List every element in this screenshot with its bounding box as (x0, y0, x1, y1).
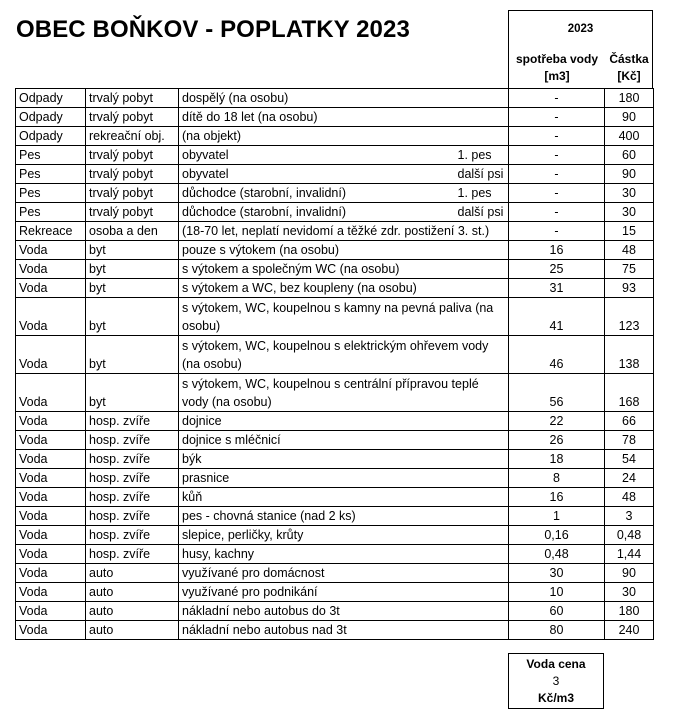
row-water-consumption: 18 (509, 450, 605, 469)
row-water-consumption: 60 (509, 602, 605, 621)
row-category: Voda (16, 260, 86, 279)
table-row (16, 165, 654, 184)
row-amount: 123 (605, 298, 654, 336)
row-water-consumption: - (509, 89, 605, 108)
row-description: využívané pro domácnost (179, 564, 509, 583)
row-description: dítě do 18 let (na osobu) (179, 108, 509, 127)
row-category: Pes (16, 146, 86, 165)
header-consumption-unit: [m3] (544, 69, 570, 83)
table-row (16, 564, 654, 583)
row-subcategory: hosp. zvíře (86, 545, 179, 564)
row-amount: 15 (605, 222, 654, 241)
row-subcategory: byt (86, 241, 179, 260)
water-price-unit: Kč/m3 (537, 691, 575, 705)
row-description: dojnice (179, 412, 509, 431)
row-description: dospělý (na osobu) (179, 89, 509, 108)
header-consumption-label: spotřeba vody (515, 52, 599, 66)
header-amount (605, 51, 653, 85)
water-price-value: 3 (552, 674, 560, 688)
row-amount: 75 (605, 260, 654, 279)
row-water-consumption: 80 (509, 621, 605, 640)
row-amount: 0,48 (605, 526, 654, 545)
row-amount: 3 (605, 507, 654, 526)
row-description: dojnice s mléčnicí (179, 431, 509, 450)
row-description: (na objekt) (179, 127, 509, 146)
row-water-consumption: 30 (509, 564, 605, 583)
row-description: s výtokem, WC, koupelnou s kamny na pevná paliva (na osobu) (179, 298, 509, 336)
row-description: využívané pro podnikání (179, 583, 509, 602)
row-category: Voda (16, 241, 86, 260)
row-amount: 1,44 (605, 545, 654, 564)
row-amount: 93 (605, 279, 654, 298)
header-amount-label: Částka (609, 52, 649, 66)
table-row (16, 545, 654, 564)
row-category: Voda (16, 469, 86, 488)
row-water-consumption: 16 (509, 241, 605, 260)
row-subcategory: trvalý pobyt (86, 184, 179, 203)
row-category: Voda (16, 564, 86, 583)
row-water-consumption: 10 (509, 583, 605, 602)
table-row (16, 89, 654, 108)
row-subcategory: auto (86, 621, 179, 640)
row-category: Pes (16, 184, 86, 203)
row-amount: 90 (605, 165, 654, 184)
row-amount: 138 (605, 336, 654, 374)
row-subcategory: trvalý pobyt (86, 108, 179, 127)
row-subcategory: trvalý pobyt (86, 146, 179, 165)
row-amount: 90 (605, 564, 654, 583)
row-category: Voda (16, 336, 86, 374)
table-row (16, 602, 654, 621)
row-description: slepice, perličky, krůty (179, 526, 509, 545)
row-category: Pes (16, 165, 86, 184)
row-subcategory: hosp. zvíře (86, 469, 179, 488)
row-description: s výtokem a WC, bez koupleny (na osobu) (179, 279, 509, 298)
row-water-consumption: 56 (509, 374, 605, 412)
row-category: Voda (16, 602, 86, 621)
row-category: Voda (16, 583, 86, 602)
row-subcategory: byt (86, 298, 179, 336)
header-amount-unit: [Kč] (617, 69, 641, 83)
row-subcategory: auto (86, 602, 179, 621)
row-description: (18-70 let, neplatí nevidomí a těžké zdr. postižení 3. st.) (179, 222, 509, 241)
row-description: prasnice (179, 469, 509, 488)
row-description: nákladní nebo autobus do 3t (179, 602, 509, 621)
row-category: Pes (16, 203, 86, 222)
row-category: Voda (16, 507, 86, 526)
row-amount: 400 (605, 127, 654, 146)
row-subcategory: osoba a den (86, 222, 179, 241)
water-price-box (508, 653, 604, 709)
row-water-consumption: 22 (509, 412, 605, 431)
row-note: 1. pes (455, 146, 509, 165)
table-row (16, 450, 654, 469)
row-description: s výtokem a společným WC (na osobu) (179, 260, 509, 279)
row-water-consumption: - (509, 108, 605, 127)
row-amount: 240 (605, 621, 654, 640)
row-subcategory: hosp. zvíře (86, 450, 179, 469)
row-water-consumption: - (509, 165, 605, 184)
row-amount: 90 (605, 108, 654, 127)
row-description: nákladní nebo autobus nad 3t (179, 621, 509, 640)
row-note: další psi (455, 165, 509, 184)
row-water-consumption: 26 (509, 431, 605, 450)
row-water-consumption: - (509, 222, 605, 241)
row-amount: 24 (605, 469, 654, 488)
table-row (16, 621, 654, 640)
row-subcategory: rekreační obj. (86, 127, 179, 146)
row-description: obyvatel (179, 146, 455, 165)
row-category: Voda (16, 298, 86, 336)
row-amount: 78 (605, 431, 654, 450)
row-water-consumption: 41 (509, 298, 605, 336)
table-row (16, 241, 654, 260)
row-subcategory: hosp. zvíře (86, 526, 179, 545)
row-description: býk (179, 450, 509, 469)
row-category: Voda (16, 279, 86, 298)
table-row (16, 108, 654, 127)
row-water-consumption: - (509, 127, 605, 146)
row-water-consumption: 16 (509, 488, 605, 507)
row-subcategory: trvalý pobyt (86, 165, 179, 184)
row-subcategory: byt (86, 260, 179, 279)
row-description: důchodce (starobní, invalidní) (179, 184, 455, 203)
table-row (16, 279, 654, 298)
row-subcategory: auto (86, 564, 179, 583)
table-row (16, 374, 654, 412)
row-subcategory: byt (86, 279, 179, 298)
row-category: Voda (16, 374, 86, 412)
row-amount: 30 (605, 203, 654, 222)
row-description: pes - chovná stanice (nad 2 ks) (179, 507, 509, 526)
table-row (16, 526, 654, 545)
row-description: pouze s výtokem (na osobu) (179, 241, 509, 260)
row-category: Odpady (16, 127, 86, 146)
header-consumption (509, 51, 605, 85)
table-row (16, 184, 654, 203)
table-row (16, 412, 654, 431)
row-water-consumption: 0,16 (509, 526, 605, 545)
row-amount: 54 (605, 450, 654, 469)
row-amount: 168 (605, 374, 654, 412)
row-category: Voda (16, 621, 86, 640)
table-row (16, 488, 654, 507)
row-subcategory: byt (86, 336, 179, 374)
row-amount: 30 (605, 184, 654, 203)
row-water-consumption: 1 (509, 507, 605, 526)
row-category: Voda (16, 431, 86, 450)
row-water-consumption: 8 (509, 469, 605, 488)
row-amount: 60 (605, 146, 654, 165)
row-amount: 180 (605, 89, 654, 108)
row-category: Voda (16, 488, 86, 507)
row-water-consumption: - (509, 146, 605, 165)
row-subcategory: hosp. zvíře (86, 412, 179, 431)
row-note: další psi (455, 203, 509, 222)
table-row (16, 146, 654, 165)
row-description: s výtokem, WC, koupelnou s centrální přípravou teplé vody (na osobu) (179, 374, 509, 412)
row-water-consumption: - (509, 184, 605, 203)
fees-table-body (16, 89, 654, 640)
row-subcategory: trvalý pobyt (86, 203, 179, 222)
row-subcategory: auto (86, 583, 179, 602)
row-amount: 48 (605, 241, 654, 260)
header-year: 2023 (567, 23, 594, 35)
row-subcategory: hosp. zvíře (86, 488, 179, 507)
table-row (16, 336, 654, 374)
table-row (16, 469, 654, 488)
row-water-consumption: 25 (509, 260, 605, 279)
row-category: Odpady (16, 89, 86, 108)
row-description: obyvatel (179, 165, 455, 184)
row-category: Voda (16, 545, 86, 564)
row-category: Voda (16, 526, 86, 545)
table-row (16, 127, 654, 146)
water-price-label: Voda cena (526, 657, 586, 671)
fees-table (15, 88, 654, 640)
row-description: s výtokem, WC, koupelnou s elektrickým ohřevem vody (na osobu) (179, 336, 509, 374)
table-row (16, 260, 654, 279)
row-note: 1. pes (455, 184, 509, 203)
row-description: důchodce (starobní, invalidní) (179, 203, 455, 222)
page-title: OBEC BOŇKOV - POPLATKY 2023 (16, 16, 410, 43)
table-row (16, 203, 654, 222)
row-category: Rekreace (16, 222, 86, 241)
row-subcategory: trvalý pobyt (86, 89, 179, 108)
row-amount: 48 (605, 488, 654, 507)
row-category: Voda (16, 450, 86, 469)
row-water-consumption: 31 (509, 279, 605, 298)
row-subcategory: hosp. zvíře (86, 507, 179, 526)
row-amount: 30 (605, 583, 654, 602)
row-water-consumption: - (509, 203, 605, 222)
row-amount: 66 (605, 412, 654, 431)
table-row (16, 583, 654, 602)
row-category: Odpady (16, 108, 86, 127)
row-water-consumption: 46 (509, 336, 605, 374)
row-description: kůň (179, 488, 509, 507)
row-subcategory: byt (86, 374, 179, 412)
row-subcategory: hosp. zvíře (86, 431, 179, 450)
table-row (16, 298, 654, 336)
row-amount: 180 (605, 602, 654, 621)
row-category: Voda (16, 412, 86, 431)
row-water-consumption: 0,48 (509, 545, 605, 564)
row-description: husy, kachny (179, 545, 509, 564)
table-header (508, 10, 653, 88)
table-row (16, 222, 654, 241)
table-row (16, 507, 654, 526)
table-row (16, 431, 654, 450)
